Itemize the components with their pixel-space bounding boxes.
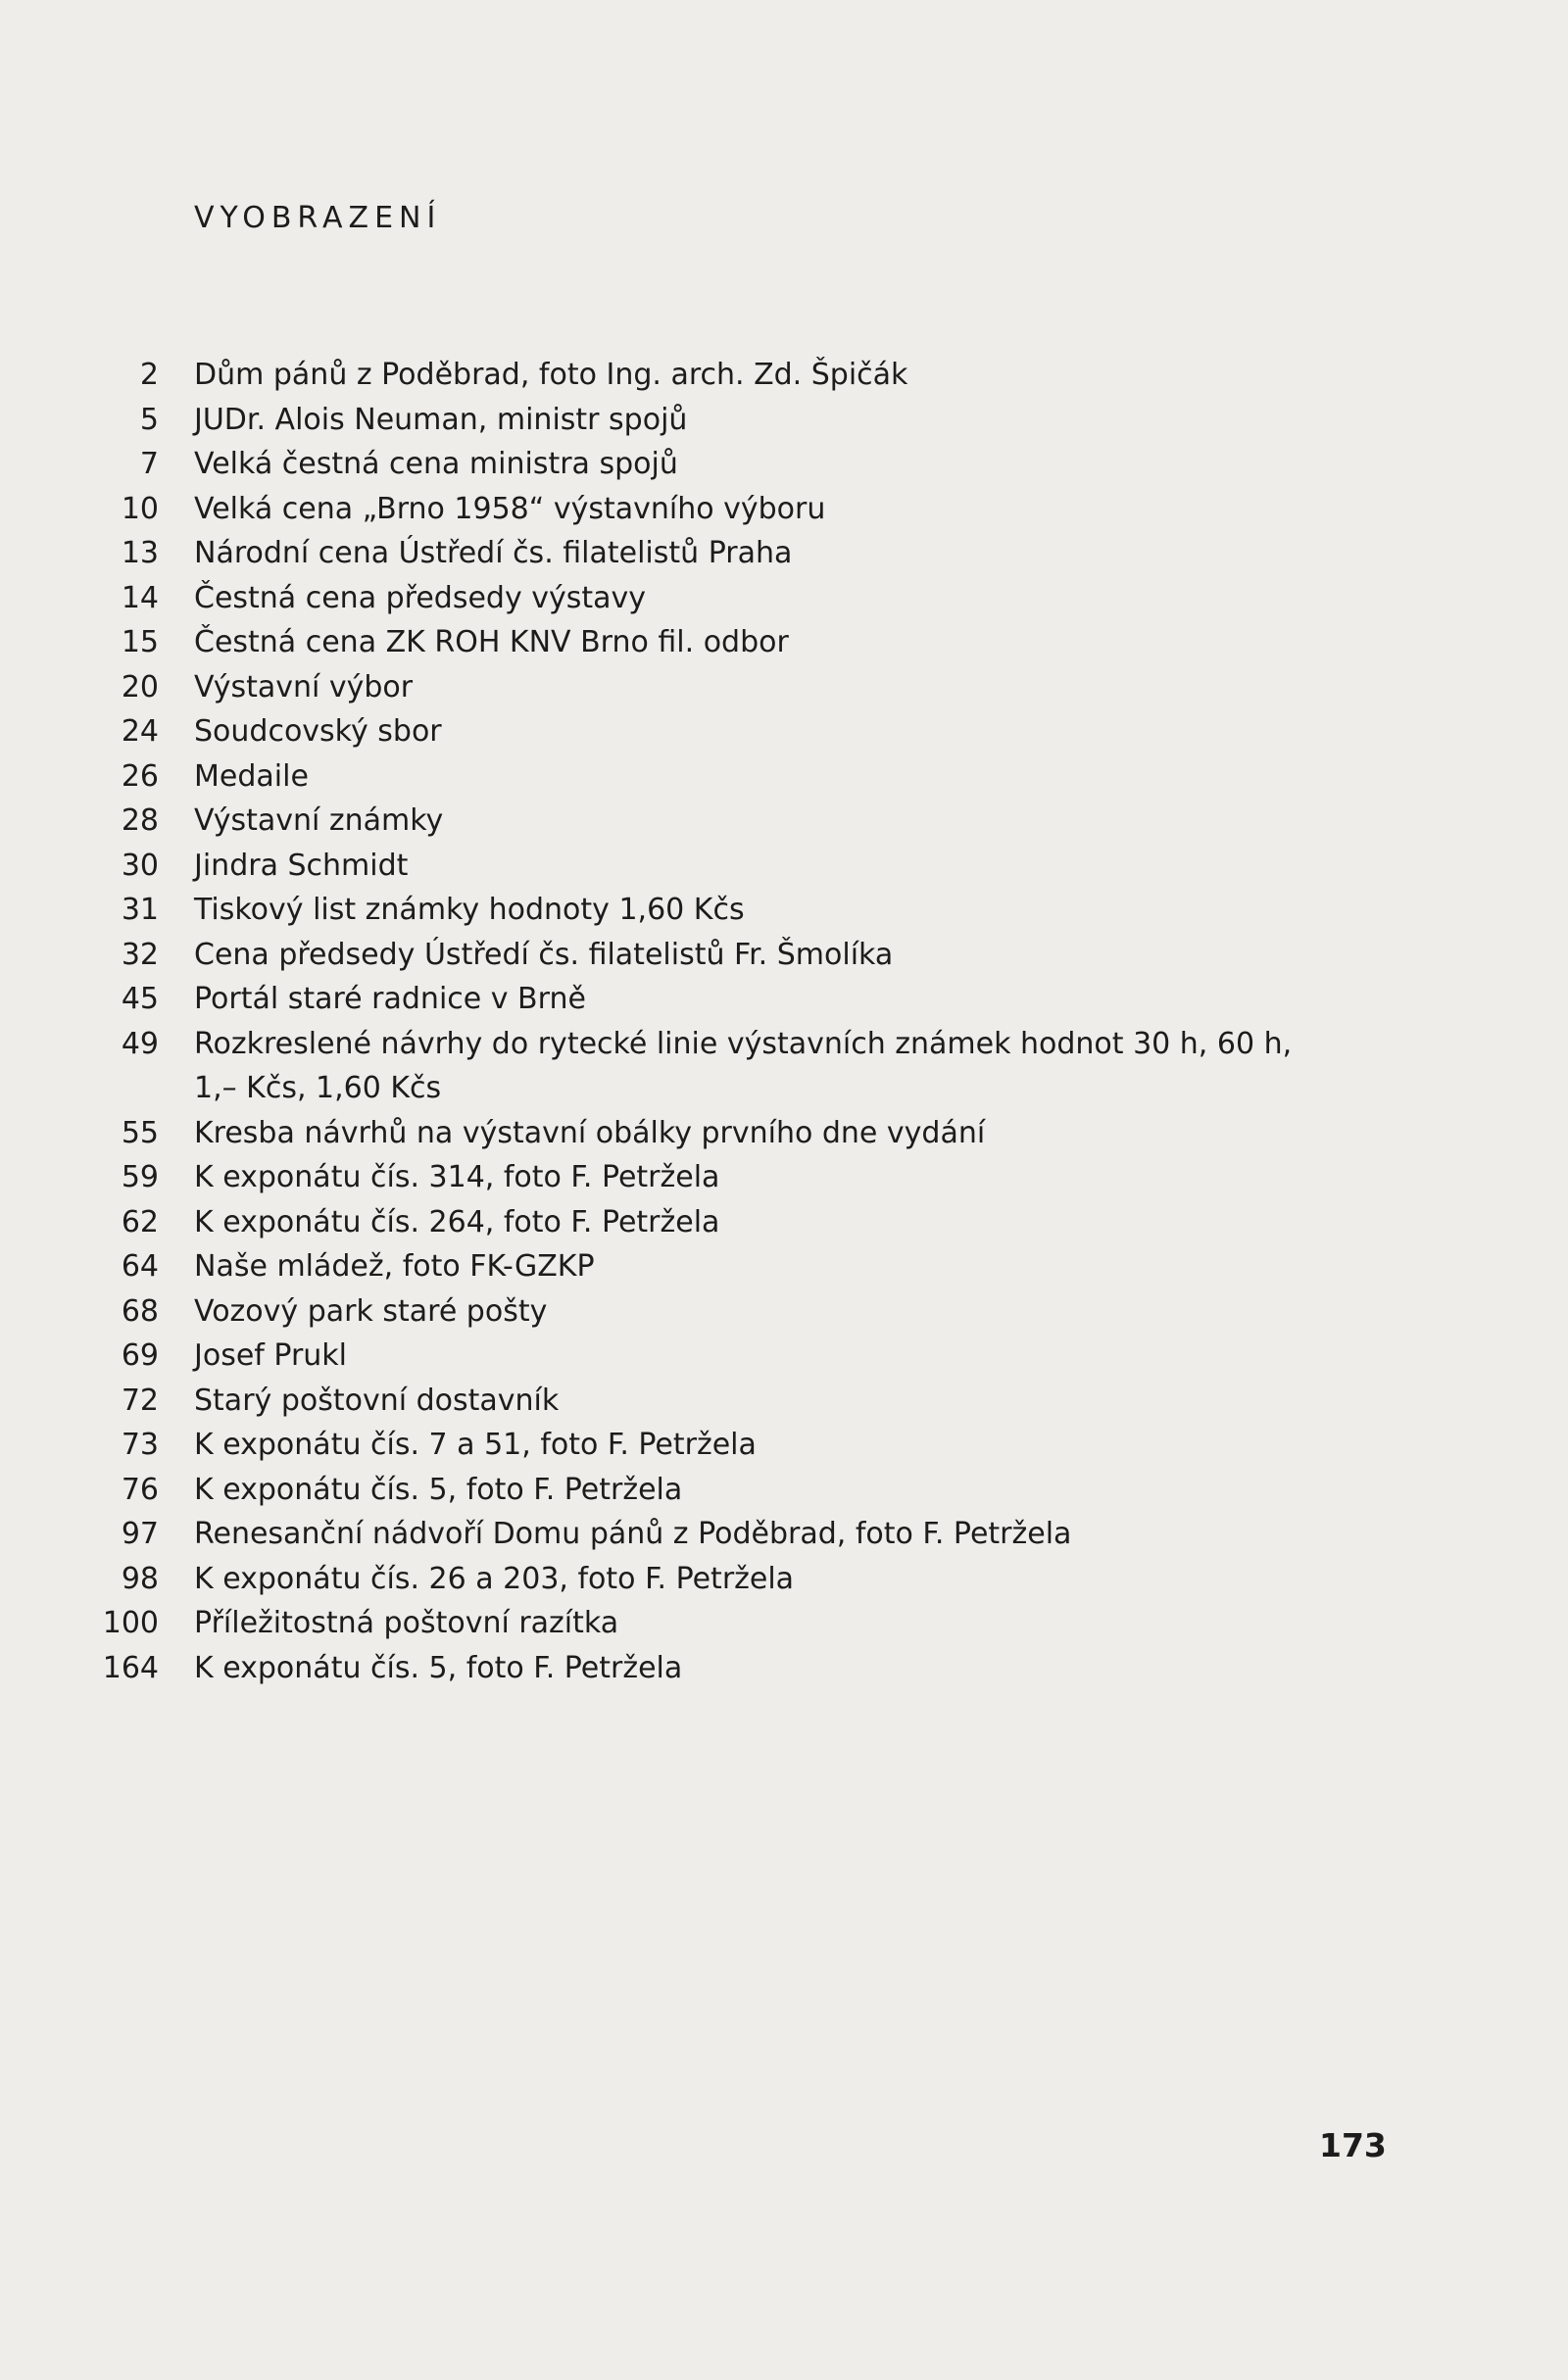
list-item xyxy=(98,1423,1392,1468)
entry-caption: Josef Prukl xyxy=(194,1338,348,1373)
list-item xyxy=(98,754,1392,800)
section-heading: VYOBRAZENÍ xyxy=(194,201,442,235)
list-item xyxy=(98,1646,1392,1691)
entry-page-number: 28 xyxy=(121,803,159,838)
entry-page-number: 69 xyxy=(121,1338,159,1373)
entry-caption: Portál staré radnice v Brně xyxy=(194,982,586,1016)
list-item xyxy=(98,1022,1392,1111)
list-item xyxy=(98,531,1392,576)
entry-page-number: 98 xyxy=(121,1561,159,1596)
entry-page-number: 32 xyxy=(121,937,159,972)
list-item xyxy=(98,1512,1392,1557)
entry-caption: K exponátu čís. 7 a 51, foto F. Petržela xyxy=(194,1428,757,1462)
page-number: 173 xyxy=(1319,2126,1387,2164)
entry-page-number: 20 xyxy=(121,669,159,704)
entry-caption: Tiskový list známky hodnoty 1,60 Kčs xyxy=(194,893,745,927)
list-item xyxy=(98,1289,1392,1335)
list-item xyxy=(98,1379,1392,1424)
entry-caption: Velká čestná cena ministra spojů xyxy=(194,447,678,481)
entry-caption: Dům pánů z Poděbrad, foto Ing. arch. Zd. Špičák xyxy=(194,358,908,392)
entry-caption: Renesanční nádvoří Domu pánů z Poděbrad, foto F. Petržela xyxy=(194,1517,1072,1551)
list-item xyxy=(98,1155,1392,1200)
list-item xyxy=(98,1557,1392,1602)
entry-page-number: 73 xyxy=(121,1428,159,1462)
entry-page-number: 68 xyxy=(121,1293,159,1329)
entry-caption: Rozkreslené návrhy do rytecké linie výstavních známek hodnot 30 h, 60 h, 1,– Kčs, 1,60 Kčs xyxy=(194,1026,1293,1105)
entry-page-number: 55 xyxy=(121,1115,159,1150)
entry-page-number: 164 xyxy=(102,1650,159,1685)
list-item xyxy=(98,799,1392,844)
entry-page-number: 26 xyxy=(121,758,159,794)
entry-page-number: 76 xyxy=(121,1472,159,1507)
entry-page-number: 31 xyxy=(121,893,159,927)
entry-page-number: 45 xyxy=(121,982,159,1016)
entry-caption: K exponátu čís. 5, foto F. Petržela xyxy=(194,1650,683,1685)
list-item xyxy=(98,665,1392,710)
entry-caption: K exponátu čís. 314, foto F. Petržela xyxy=(194,1160,720,1194)
entry-page-number: 10 xyxy=(121,491,159,526)
list-item xyxy=(98,1334,1392,1379)
list-item xyxy=(98,398,1392,443)
entry-caption: K exponátu čís. 264, foto F. Petržela xyxy=(194,1204,720,1239)
entry-page-number: 13 xyxy=(121,536,159,570)
list-item xyxy=(98,888,1392,933)
entry-caption: Vozový park staré pošty xyxy=(194,1293,548,1329)
entry-caption: Starý poštovní dostavník xyxy=(194,1383,560,1418)
list-item xyxy=(98,709,1392,754)
entry-page-number: 72 xyxy=(121,1383,159,1418)
entry-page-number: 100 xyxy=(102,1606,159,1640)
entry-caption: Čestná cena ZK ROH KNV Brno fil. odbor xyxy=(194,625,789,659)
entry-page-number: 15 xyxy=(121,625,159,659)
entry-caption: Cena předsedy Ústředí čs. filatelistů Fr. Šmolíka xyxy=(194,937,894,972)
list-item xyxy=(98,1468,1392,1513)
entry-caption: Národní cena Ústředí čs. filatelistů Praha xyxy=(194,536,793,570)
entry-caption: Jindra Schmidt xyxy=(194,848,409,883)
list-item xyxy=(98,1111,1392,1156)
entry-page-number: 14 xyxy=(121,580,159,615)
entry-page-number: 5 xyxy=(139,402,159,437)
entry-caption: K exponátu čís. 26 a 203, foto F. Petržela xyxy=(194,1561,795,1596)
list-item xyxy=(98,353,1392,398)
entry-caption: Příležitostná poštovní razítka xyxy=(194,1606,619,1640)
entry-page-number: 64 xyxy=(121,1249,159,1284)
list-item xyxy=(98,844,1392,889)
entry-caption: K exponátu čís. 5, foto F. Petržela xyxy=(194,1472,683,1507)
entry-page-number: 30 xyxy=(121,848,159,883)
entry-page-number: 97 xyxy=(121,1517,159,1551)
entry-caption: Medaile xyxy=(194,758,309,794)
list-item xyxy=(98,1244,1392,1289)
list-item xyxy=(98,933,1392,978)
entry-caption: Velká cena „Brno 1958“ výstavního výboru xyxy=(194,491,826,526)
entry-caption: JUDr. Alois Neuman, ministr spojů xyxy=(194,402,688,437)
entry-caption: Výstavní výbor xyxy=(194,669,414,704)
entry-page-number: 7 xyxy=(139,447,159,481)
entry-page-number: 59 xyxy=(121,1160,159,1194)
list-item xyxy=(98,442,1392,487)
illustration-list xyxy=(98,353,1392,1690)
entry-page-number: 24 xyxy=(121,714,159,749)
list-item xyxy=(98,1200,1392,1245)
entry-caption: Čestná cena předsedy výstavy xyxy=(194,580,647,615)
list-item xyxy=(98,977,1392,1022)
entry-caption: Kresba návrhů na výstavní obálky prvního dne vydání xyxy=(194,1115,986,1150)
entry-caption: Soudcovský sbor xyxy=(194,714,442,749)
list-item xyxy=(98,1601,1392,1646)
entry-page-number: 49 xyxy=(121,1026,159,1061)
entry-page-number: 62 xyxy=(121,1204,159,1239)
entry-page-number: 2 xyxy=(139,358,159,392)
entry-caption: Naše mládež, foto FK-GZKP xyxy=(194,1249,595,1284)
list-item xyxy=(98,576,1392,621)
entry-caption: Výstavní známky xyxy=(194,803,444,838)
list-item xyxy=(98,487,1392,532)
list-item xyxy=(98,620,1392,665)
